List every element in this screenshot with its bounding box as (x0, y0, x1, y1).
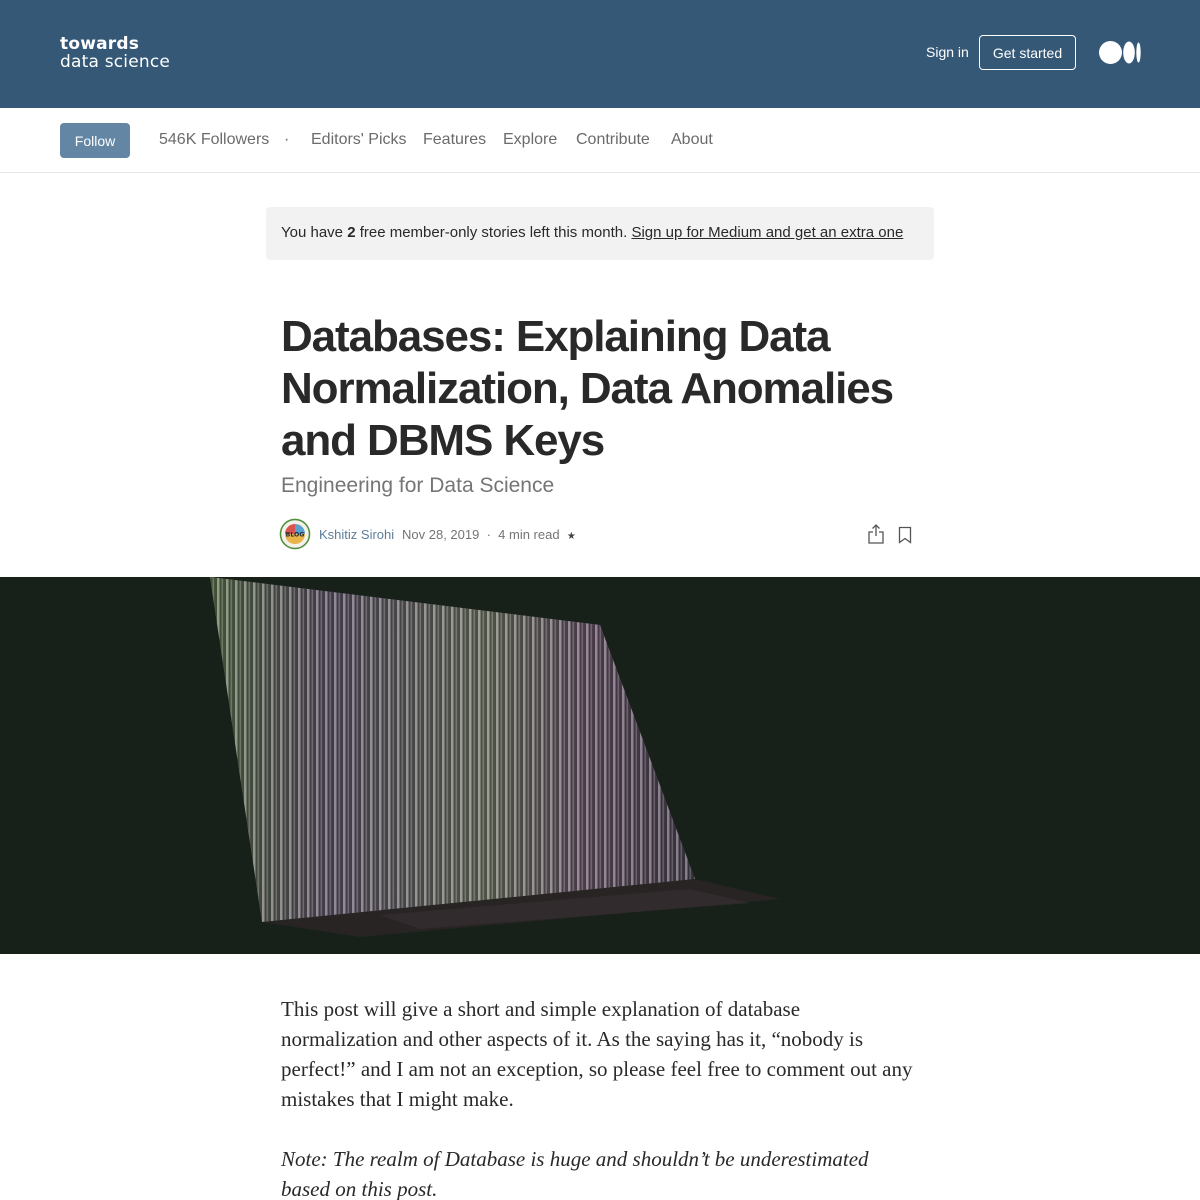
article-subtitle: Engineering for Data Science (281, 474, 555, 497)
article-meta (402, 527, 576, 542)
nav-separator: · (284, 131, 290, 148)
nav-item-contribute[interactable]: Contribute (576, 131, 650, 148)
sign-in-link[interactable]: Sign in (926, 44, 969, 60)
laptop-matrix-code-image (0, 577, 1200, 954)
nav-item-features[interactable]: Features (423, 131, 487, 148)
stories-left-count: 2 (347, 224, 356, 241)
publication-nav (0, 108, 1200, 173)
logo-line-2: data science (60, 52, 171, 72)
article-byline (279, 518, 919, 550)
member-star-icon: ★ (566, 531, 576, 542)
towards-data-science-logo[interactable] (60, 36, 170, 71)
author-name-link[interactable]: Kshitiz Sirohi (319, 527, 395, 542)
bookmark-icon[interactable] (898, 526, 912, 544)
logo-line-1: towards (60, 34, 140, 54)
nav-item-explore[interactable]: Explore (503, 131, 558, 148)
publish-date: Nov 28, 2019 (402, 527, 480, 542)
banner-suffix: free member-only stories left this month. (355, 224, 632, 241)
member-stories-banner (266, 207, 934, 260)
article-title: Databases: Explaining Data Normalization, Data Anomalies and DBMS Keys (281, 312, 893, 465)
article-paragraph-1: This post will give a short and simple explanation of database normalization and other aspects of it. As the saying has it, “nobody is perfect!” and I am not an exception, so please feel free to comment out any mistakes that I might make. (281, 997, 913, 1111)
article-paragraph-2: Note: The realm of Database is huge and shouldn’t be underestimated based on this post. (281, 1147, 869, 1200)
read-time: 4 min read (498, 527, 560, 542)
share-icon[interactable] (867, 524, 885, 544)
nav-item-editors-picks[interactable]: Editors' Picks (311, 131, 407, 148)
sign-up-link[interactable]: Sign up for Medium and get an extra one (631, 224, 904, 241)
article-hero-image (0, 577, 1200, 954)
site-header (0, 0, 1200, 108)
get-started-button[interactable]: Get started (979, 35, 1076, 70)
follow-button[interactable]: Follow (60, 123, 130, 158)
avatar-label: BLOG (285, 531, 305, 539)
followers-count[interactable]: 546K Followers (159, 131, 270, 148)
medium-logo-icon[interactable] (1099, 41, 1141, 64)
meta-dot: · (486, 527, 491, 542)
banner-text (281, 224, 903, 241)
banner-prefix: You have (281, 224, 348, 241)
nav-item-about[interactable]: About (671, 131, 713, 148)
author-avatar[interactable] (279, 518, 311, 550)
